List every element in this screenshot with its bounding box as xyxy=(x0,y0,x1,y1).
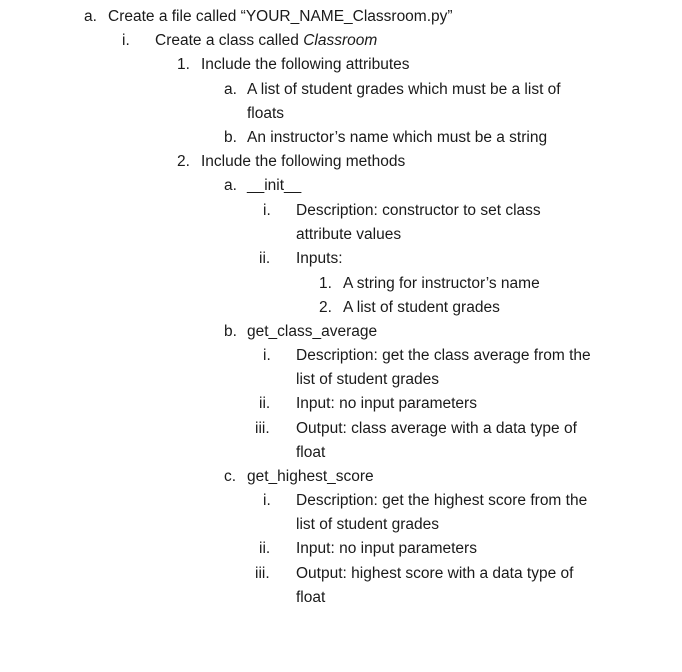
list-marker: a. xyxy=(84,8,97,25)
list-marker: 1. xyxy=(319,275,332,292)
list-marker: a. xyxy=(224,81,237,98)
item-text: Inputs: xyxy=(296,250,343,267)
item-text: An instructor’s name which must be a string xyxy=(247,129,548,146)
item-text: Input: no input parameters xyxy=(296,540,477,557)
item-text: get_class_average xyxy=(247,323,378,340)
list-marker: 1. xyxy=(177,56,190,73)
item-text: Output: class average with a data type of xyxy=(296,420,577,437)
item-text: Input: no input parameters xyxy=(296,395,477,412)
item-text: Include the following attributes xyxy=(201,56,410,73)
list-marker: b. xyxy=(224,129,237,146)
item-text-continued: floats xyxy=(247,105,285,122)
list-marker: ii. xyxy=(259,540,271,557)
item-text: A list of student grades xyxy=(343,299,500,316)
list-marker: i. xyxy=(122,32,130,49)
list-marker: 2. xyxy=(319,299,332,316)
list-marker: ii. xyxy=(259,250,271,267)
list-marker: c. xyxy=(224,468,237,485)
item-text-continued: float xyxy=(296,589,326,606)
item-text: Create a file called “YOUR_NAME_Classroom.py” xyxy=(108,8,453,25)
item-text: Output: highest score with a data type of xyxy=(296,565,574,582)
list-marker: ii. xyxy=(259,395,271,412)
list-marker: iii. xyxy=(255,565,270,582)
list-marker: 2. xyxy=(177,153,190,170)
item-text: Description: constructor to set class xyxy=(296,202,541,219)
item-text xyxy=(155,29,377,53)
item-text-prefix: Create a class called xyxy=(155,32,304,49)
item-text: A string for instructor’s name xyxy=(343,275,540,292)
item-text-continued: list of student grades xyxy=(296,371,440,388)
class-name-emphasis: Classroom xyxy=(303,32,378,49)
item-text-continued: attribute values xyxy=(296,226,402,243)
item-text: __init__ xyxy=(247,177,302,194)
item-text: A list of student grades which must be a list of xyxy=(247,81,561,98)
item-text: get_highest_score xyxy=(247,468,374,485)
list-marker: i. xyxy=(263,347,271,364)
list-marker: iii. xyxy=(255,420,270,437)
item-text: Description: get the class average from the xyxy=(296,347,591,364)
list-marker: i. xyxy=(263,492,271,509)
list-marker: a. xyxy=(224,177,237,194)
item-text-continued: float xyxy=(296,444,326,461)
item-text: Include the following methods xyxy=(201,153,406,170)
list-marker: b. xyxy=(224,323,237,340)
item-text-continued: list of student grades xyxy=(296,516,440,533)
list-marker: i. xyxy=(263,202,271,219)
item-text: Description: get the highest score from the xyxy=(296,492,588,509)
